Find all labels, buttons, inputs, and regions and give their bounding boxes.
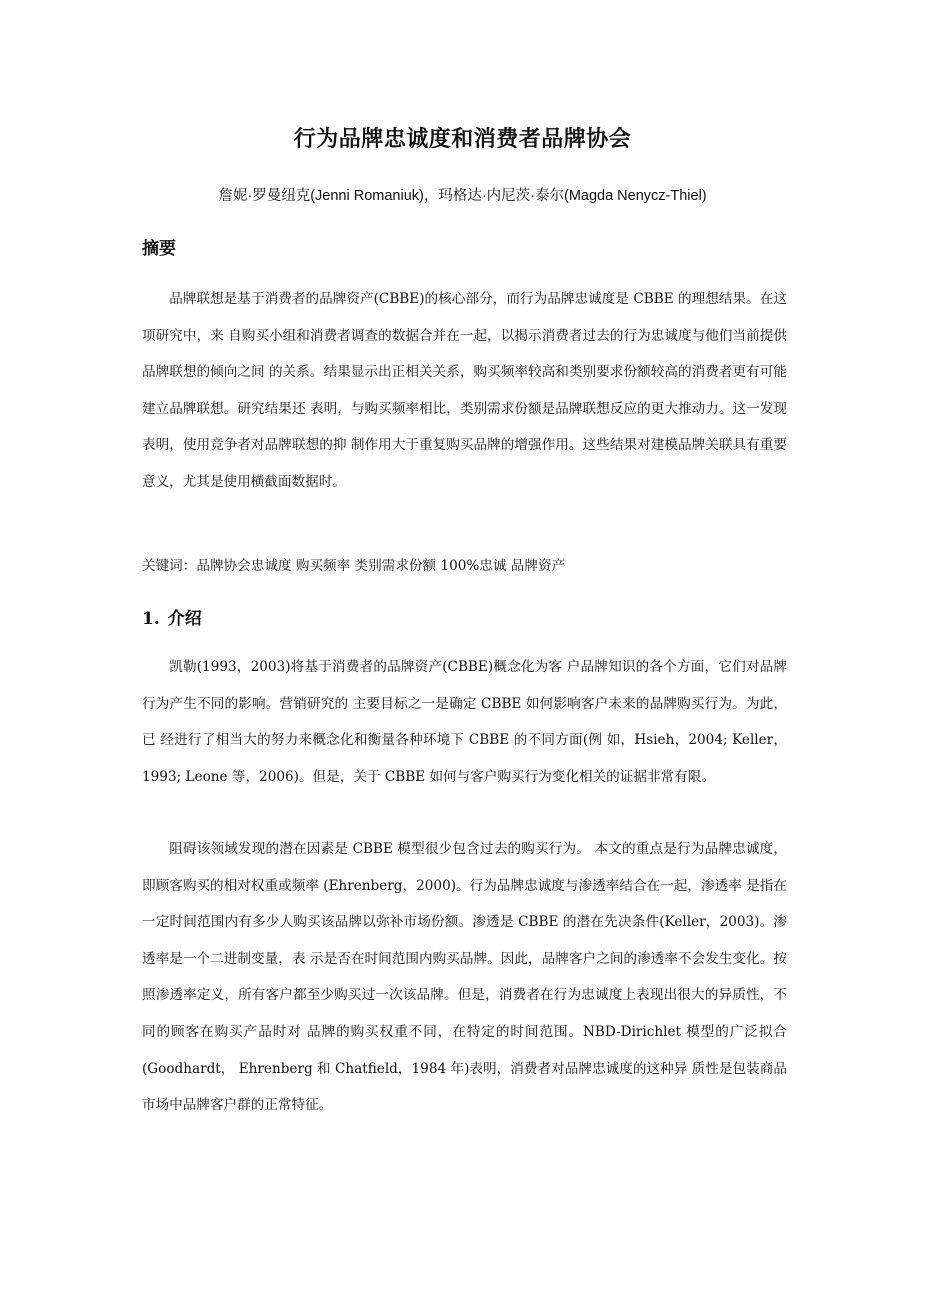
- paper-title: 行为品牌忠诚度和消费者品牌协会: [293, 126, 632, 152]
- keywords-line: 关键词：品牌协会忠诚度 购买频率 类别需求份额 100%忠诚 品牌资产: [142, 558, 566, 574]
- intro-paragraph-1: 凯勒(1993，2003)将基于消费者的品牌资产(CBBE)概念化为客 户品牌知识的各个方面，它们对品牌行为产生不同的影响。营销研究的 主要目标之一是确定 CBBE 如何影响客户未来的品牌购买行为。为此，已 经进行了相当大的努力来概念化和衡量各种环境下 CBBE 的不同方面(例 如，Hsieh，2004; Keller，1993; Leone 等，2006)。但是，关于 CBBE 如何与客户购买行为变化相关的证据非常有限。: [142, 659, 787, 785]
- paper-authors: 詹妮·罗曼纽克(Jenni Romaniuk)，玛格达·内尼茨·泰尔(Magda Nenycz-Thiel): [218, 188, 707, 204]
- abstract-heading: 摘要: [142, 239, 176, 259]
- section-number: 1.: [142, 609, 160, 629]
- section-heading-introduction: [142, 606, 202, 632]
- intro-paragraph-2: 阻碍该领域发现的潜在因素是 CBBE 模型很少包含过去的购买行为。 本文的重点是行为品牌忠诚度，即顾客购买的相对权重或频率 (Ehrenberg，2000)。行为品牌忠诚度与渗透率结合在一起，渗透率 是指在一定时间范围内有多少人购买该品牌以弥补市场份额。渗透是 CBBE 的潜在先决条件(Keller，2003)。渗透率是一个二进制变量，表 示是否在时间范围内购买品牌。因此，品牌客户之间的渗透率不会发生变化。按照渗透率定义，所有客户都至少购买过一次该品牌。但是，消费者在行为忠诚度上表现出很大的异质性，不同的顾客在购买产品时对 品牌的购买权重不同，在特定的时间范围。NBD-Dirichlet 模型的广泛拟合(Goodhardt， Ehrenberg 和 Chatfield，1984 年)表明，消费者对品牌忠诚度的这种异 质性是包装商品市场中品牌客户群的正常特征。: [142, 841, 787, 1114]
- section-title: 介绍: [167, 609, 202, 629]
- abstract-paragraph: 品牌联想是基于消费者的品牌资产(CBBE)的核心部分，而行为品牌忠诚度是 CBBE 的理想结果。在这项研究中，来 自购买小组和消费者调查的数据合并在一起，以揭示消费者过去的行为忠诚度与他们当前提供品牌联想的倾向之间 的关系。结果显示出正相关关系，购买频率较高和类别要求份额较高的消费者更有可能建立品牌联想。研究结果还 表明，与购买频率相比，类别需求份额是品牌联想反应的更大推动力。这一发现表明，使用竞争者对品牌联想的抑 制作用大于重复购买品牌的增强作用。这些结果对建模品牌关联具有重要意义，尤其是使用横截面数据时。: [142, 291, 787, 490]
